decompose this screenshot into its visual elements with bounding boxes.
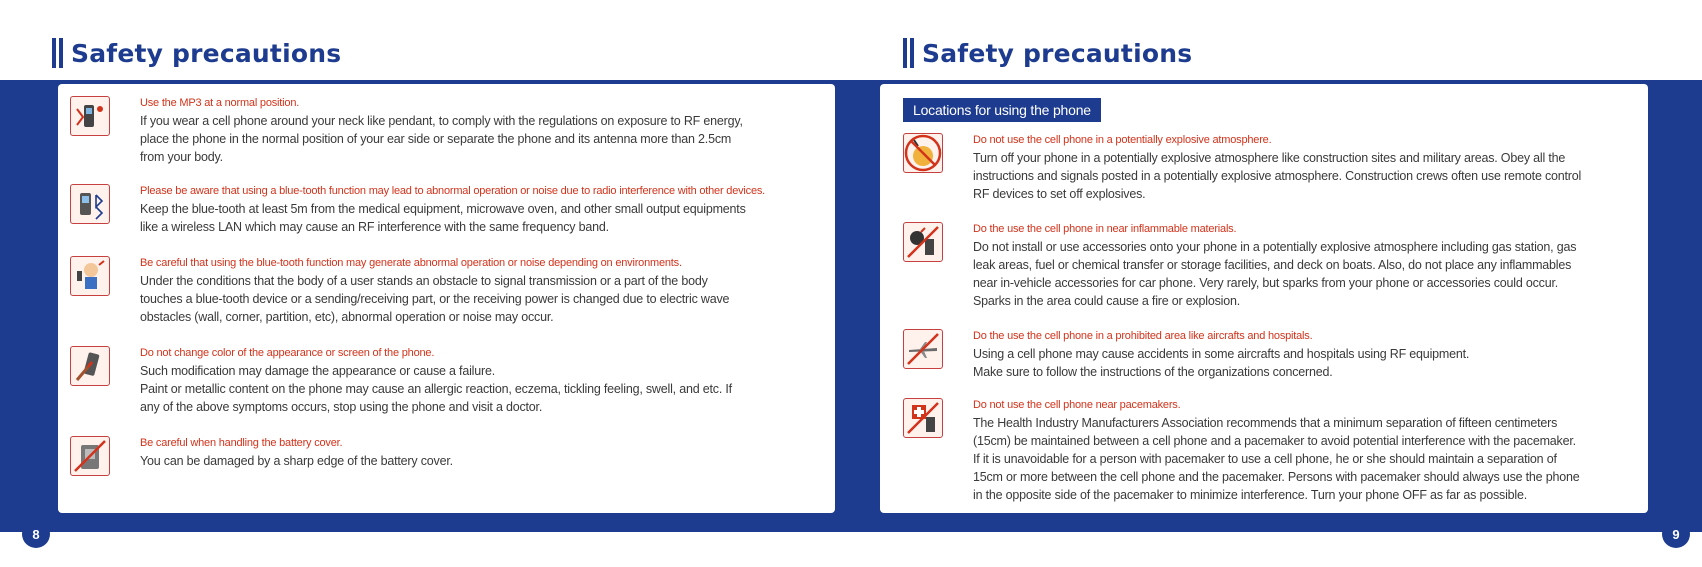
airplane-no-phone-icon bbox=[903, 329, 943, 369]
item-line: in the opposite side of the pacemaker to minimize interference. Turn your phone OFF as far as possible. bbox=[973, 488, 1527, 502]
pacemaker-no-phone-icon bbox=[903, 398, 943, 438]
item-heading: Do the use the cell phone in near inflammable materials. bbox=[973, 223, 1237, 235]
paint-phone-icon bbox=[70, 346, 110, 386]
item-line: The Health Industry Manufacturers Association recommends that a minimum separation of fifteen centimeters bbox=[973, 416, 1558, 430]
item-heading: Be careful that using the blue-tooth function may generate abnormal operation or noise depending on environments. bbox=[140, 257, 682, 269]
item-line: like a wireless LAN which may cause an RF interference with the same frequency band. bbox=[140, 220, 609, 234]
item-heading: Do the use the cell phone in a prohibited area like aircrafts and hospitals. bbox=[973, 330, 1313, 342]
item-line: Paint or metallic content on the phone may cause an allergic reaction, eczema, tickling feeling, swell, and etc. If bbox=[140, 382, 732, 396]
item-heading: Be careful when handling the battery cover. bbox=[140, 437, 343, 449]
item-line: (15cm) be maintained between a cell phone and a pacemaker to avoid potential interference with the pacemaker. bbox=[973, 434, 1576, 448]
item-line: If it is unavoidable for a person with pacemaker to use a cell phone, he or she should maintain a separation of bbox=[973, 452, 1557, 466]
flammable-no-phone-icon bbox=[903, 222, 943, 262]
right-page-title bbox=[903, 34, 1192, 72]
item-line: Using a cell phone may cause accidents in some aircrafts and hospitals using RF equipment. bbox=[973, 347, 1470, 361]
locations-section-title: Locations for using the phone bbox=[903, 98, 1101, 122]
right-title-text: Safety precautions bbox=[922, 38, 1193, 68]
obstacle-person-icon bbox=[70, 256, 110, 296]
item-line: Turn off your phone in a potentially explosive atmosphere like construction sites and military areas. Obey all the bbox=[973, 151, 1566, 165]
item-line: near in-vehicle accessories for car phone. Very rarely, but sparks from your phone or accessories could occur. bbox=[973, 276, 1558, 290]
title-bars-icon bbox=[52, 38, 63, 68]
item-heading: Do not change color of the appearance or screen of the phone. bbox=[140, 347, 435, 359]
bluetooth-phone-icon bbox=[70, 184, 110, 224]
left-page-number: 8 bbox=[22, 520, 50, 548]
item-line: place the phone in the normal position of your ear side or separate the phone and its antenna more than 2.5cm bbox=[140, 132, 732, 146]
item-line: If you wear a cell phone around your neck like pendant, to comply with the regulations on exposure to RF energy, bbox=[140, 114, 743, 128]
item-line: You can be damaged by a sharp edge of the battery cover. bbox=[140, 454, 453, 468]
explosive-no-phone-icon bbox=[903, 133, 943, 173]
item-heading: Do not use the cell phone in a potentially explosive atmosphere. bbox=[973, 134, 1272, 146]
item-line: touches a blue-tooth device or a sending/receiving part, or the receiving power is changed due to electric wave bbox=[140, 292, 730, 306]
left-page-title bbox=[52, 34, 341, 72]
item-line: Keep the blue-tooth at least 5m from the medical equipment, microwave oven, and other small output equipments bbox=[140, 202, 746, 216]
item-line: Under the conditions that the body of a user stands an obstacle to signal transmission or a part of the body bbox=[140, 274, 708, 288]
item-line: Make sure to follow the instructions of the organizations concerned. bbox=[973, 365, 1333, 379]
phone-mp3-icon bbox=[70, 96, 110, 136]
item-line: Such modification may damage the appearance or cause a failure. bbox=[140, 364, 495, 378]
item-line: Sparks in the area could cause a fire or explosion. bbox=[973, 294, 1241, 308]
title-bars-icon bbox=[903, 38, 914, 68]
item-heading: Please be aware that using a blue-tooth function may lead to abnormal operation or noise due to radio interference with other devices. bbox=[140, 185, 766, 197]
item-line: 15cm or more between the cell phone and the pacemaker. Persons with pacemaker should always use the phone bbox=[973, 470, 1580, 484]
right-page-number: 9 bbox=[1662, 520, 1690, 548]
item-heading: Use the MP3 at a normal position. bbox=[140, 97, 300, 109]
item-line: obstacles (wall, corner, partition, etc), abnormal operation or noise may occur. bbox=[140, 310, 554, 324]
item-line: from your body. bbox=[140, 150, 223, 164]
left-title-text: Safety precautions bbox=[71, 38, 342, 68]
battery-cover-icon bbox=[70, 436, 110, 476]
item-line: RF devices to set off explosives. bbox=[973, 187, 1146, 201]
item-line: Do not install or use accessories onto your phone in a potentially explosive atmosphere including gas station, gas bbox=[973, 240, 1577, 254]
item-heading: Do not use the cell phone near pacemakers. bbox=[973, 399, 1181, 411]
item-line: leak areas, fuel or chemical transfer or storage facilities, and deck on boats. Also, do not place any inflammables bbox=[973, 258, 1572, 272]
item-line: instructions and signals posted in a potentially explosive atmosphere. Construction crews often use remote control bbox=[973, 169, 1582, 183]
item-line: any of the above symptoms occurs, stop using the phone and visit a doctor. bbox=[140, 400, 543, 414]
